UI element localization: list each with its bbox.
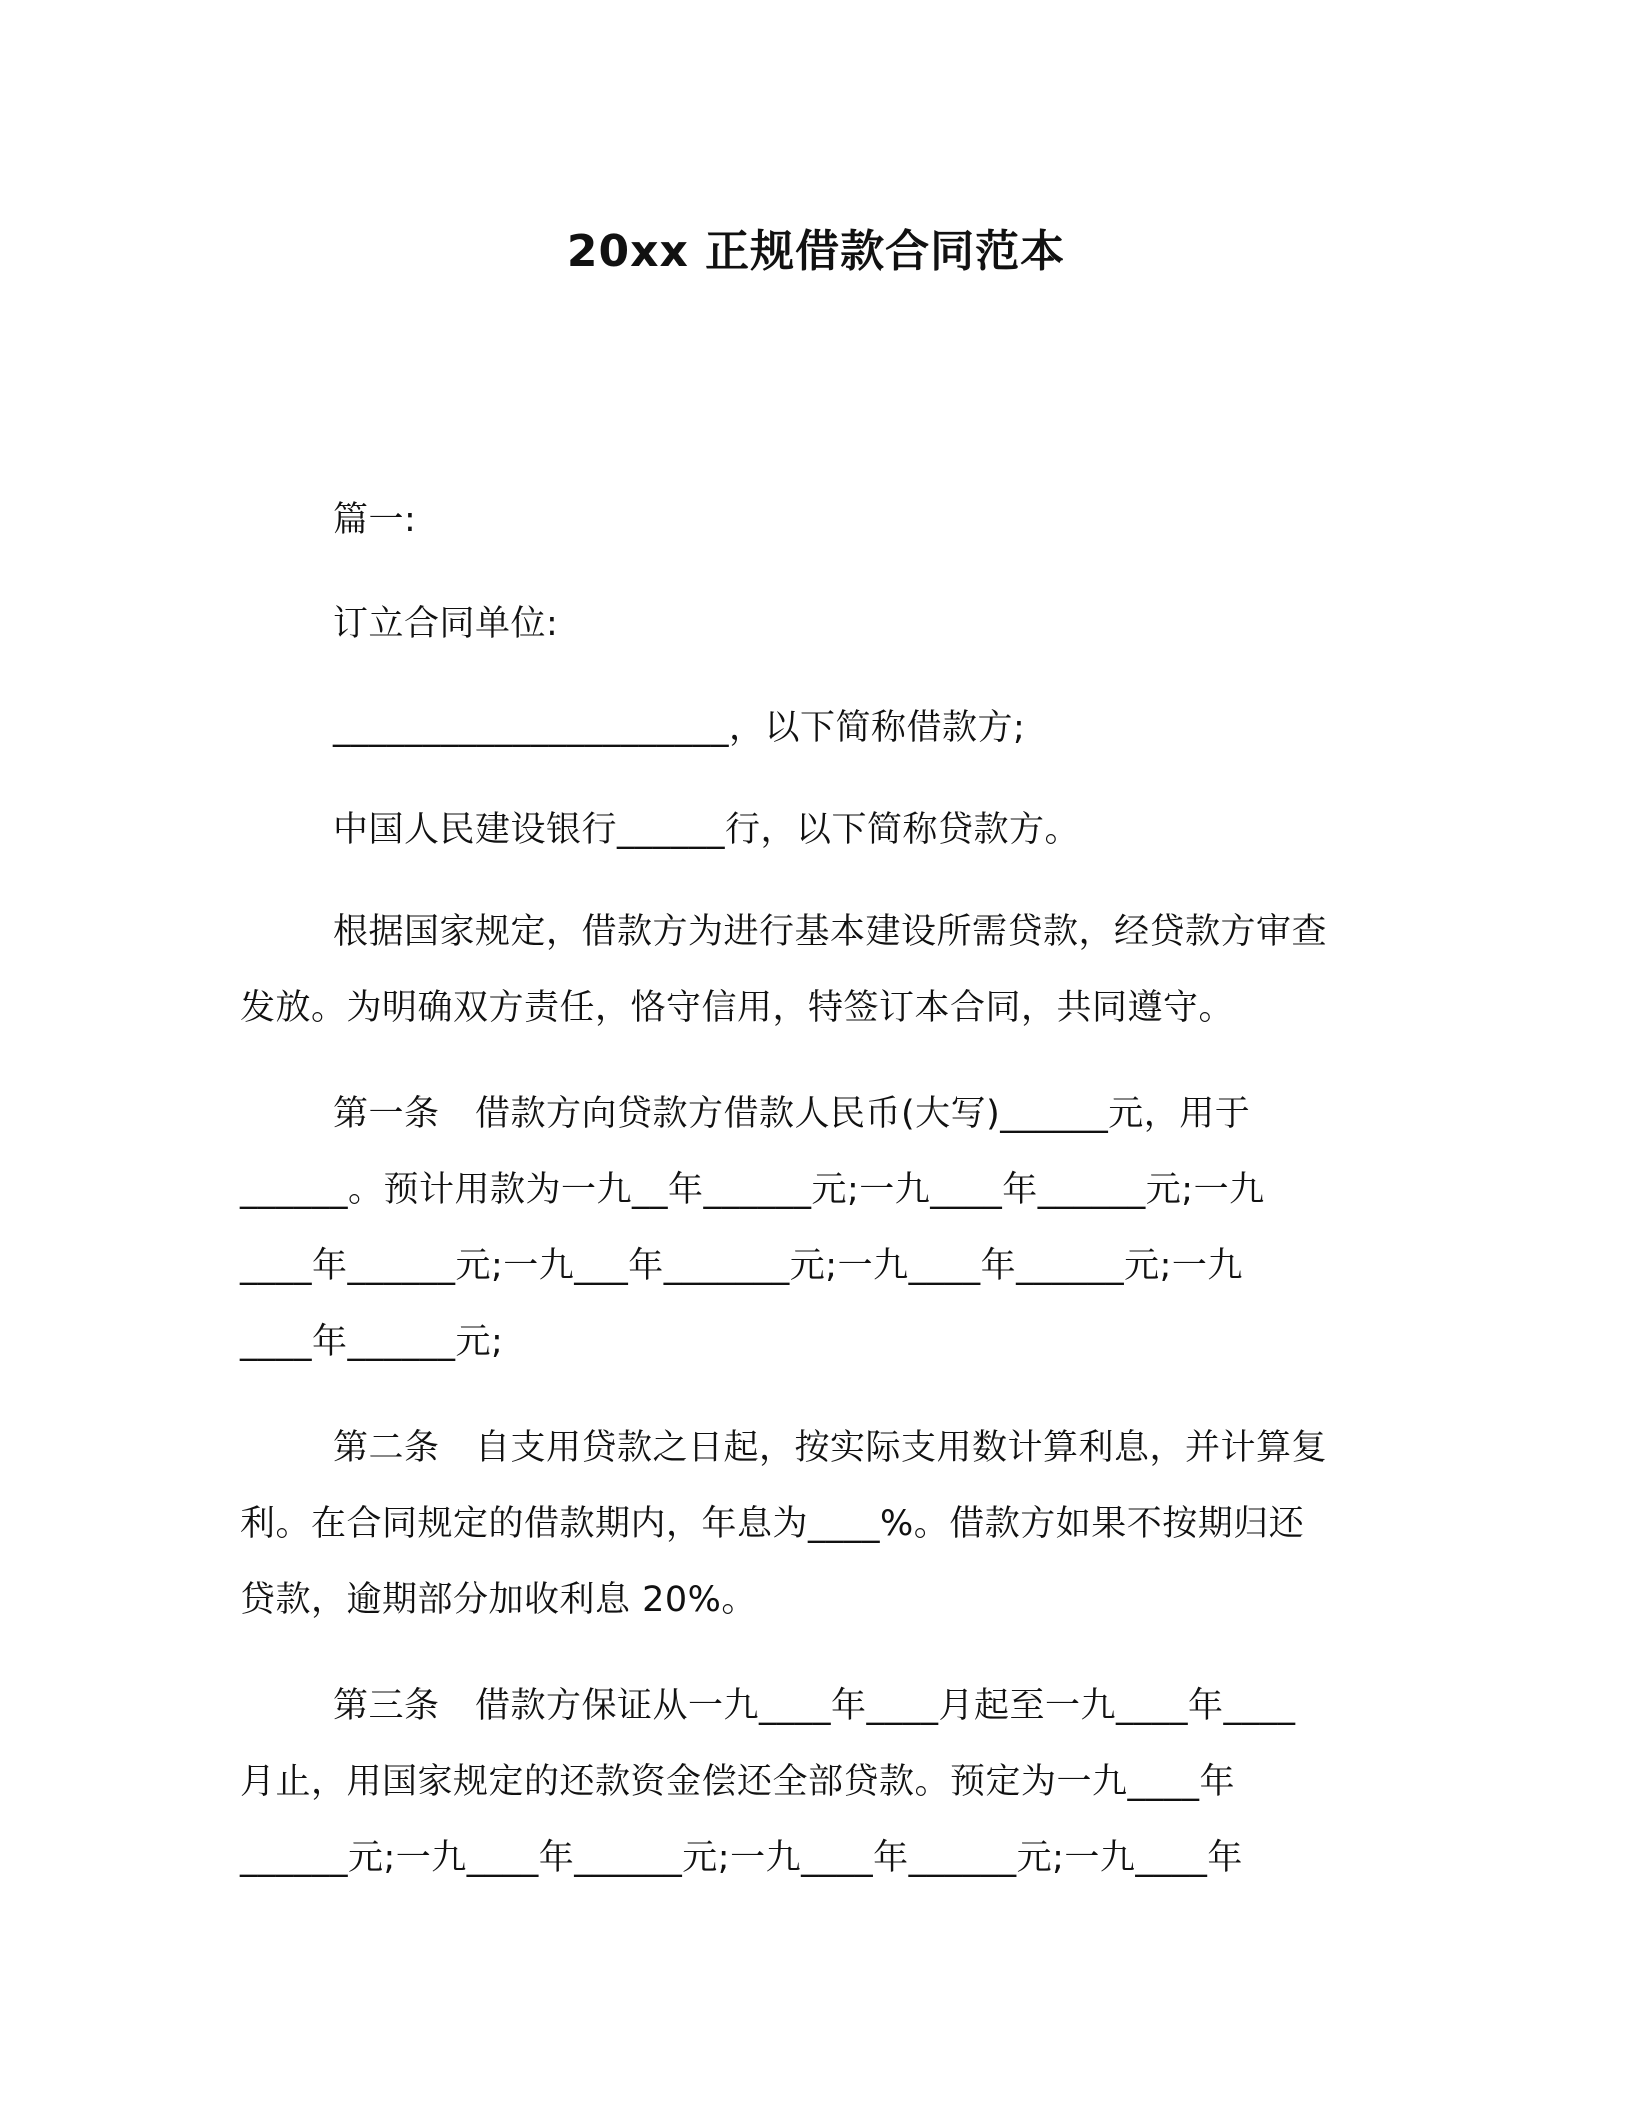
article2-line-3: 贷款，逾期部分加收利息 20%。 [240, 1580, 757, 1620]
article2-line-2: 利。在合同规定的借款期内，年息为____%。借款方如果不按期归还 [240, 1504, 1305, 1544]
lender-line: 中国人民建设银行______行，以下简称贷款方。 [333, 810, 1081, 850]
article1-line-1: 第一条 借款方向贷款方借款人民币(大写)______元，用于 [333, 1094, 1251, 1134]
article3-line-3: ______元;一九____年______元;一九____年______元;一九____年 [240, 1838, 1243, 1878]
article1-line-4: ____年______元; [240, 1322, 504, 1362]
article3-line-1: 第三条 借款方保证从一九____年____月起至一九____年____ [333, 1686, 1296, 1726]
section-heading: 篇一: [333, 500, 417, 540]
borrower-line: ______________________，以下简称借款方; [333, 708, 1026, 748]
preamble-line-2: 发放。为明确双方责任，恪守信用，特签订本合同，共同遵守。 [240, 988, 1235, 1028]
article1-line-3: ____年______元;一九___年_______元;一九____年______元;一九 [240, 1246, 1243, 1286]
preamble-line-1: 根据国家规定，借款方为进行基本建设所需贷款，经贷款方审查 [333, 912, 1328, 952]
parties-label: 订立合同单位: [333, 604, 559, 644]
document-title: 20xx 正规借款合同范本 [566, 226, 1066, 277]
article1-line-2: ______。预计用款为一九__年______元;一九____年______元;一九 [240, 1170, 1265, 1210]
article3-line-2: 月止，用国家规定的还款资金偿还全部贷款。预定为一九____年 [240, 1762, 1236, 1802]
article2-line-1: 第二条 自支用贷款之日起，按实际支用数计算利息，并计算复 [333, 1428, 1328, 1468]
